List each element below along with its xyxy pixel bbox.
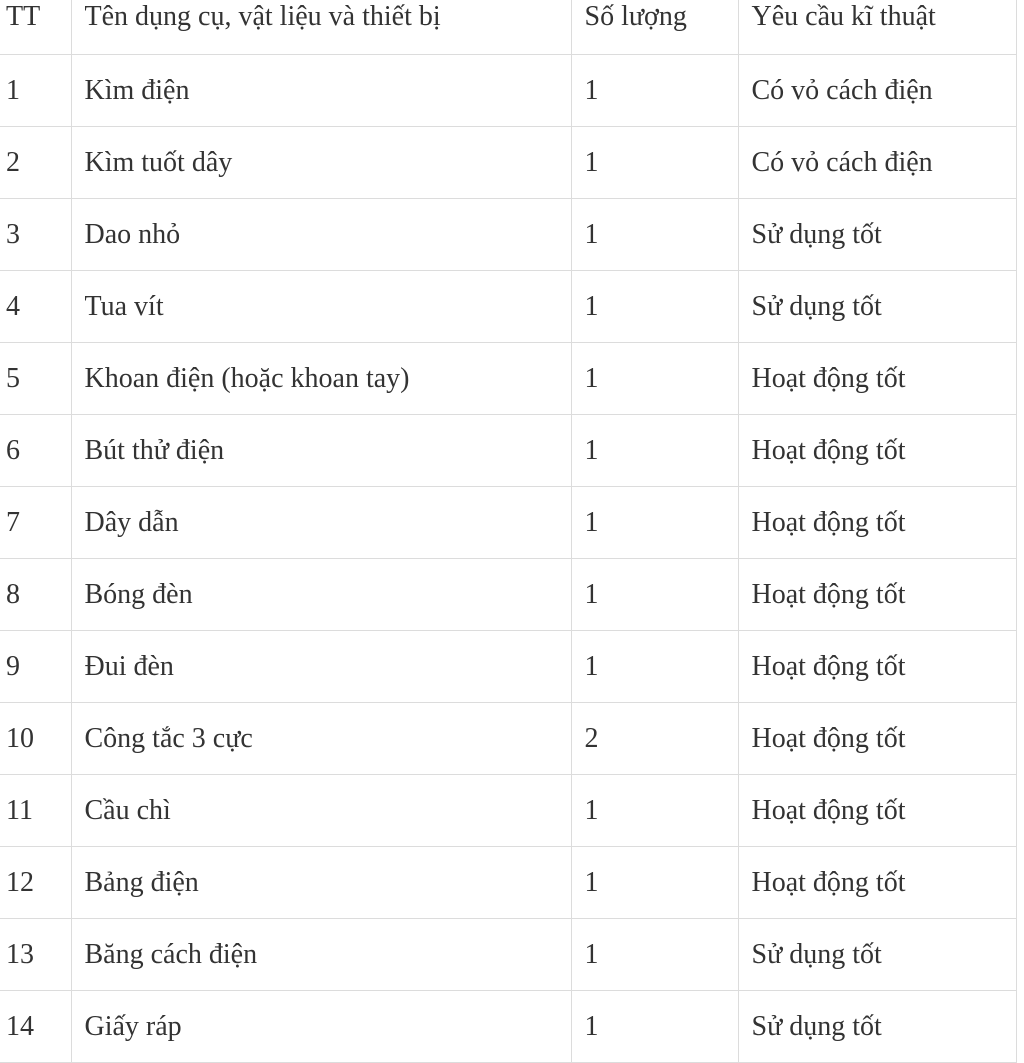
cell-quantity: 1: [571, 343, 738, 415]
cell-index: 5: [0, 343, 71, 415]
cell-requirement: Hoạt động tốt: [738, 631, 1016, 703]
cell-index: 12: [0, 847, 71, 919]
cell-index: 9: [0, 631, 71, 703]
header-requirement: Yêu cầu kĩ thuật: [738, 0, 1016, 55]
table-row: [0, 775, 1016, 847]
cell-requirement: Có vỏ cách điện: [738, 55, 1016, 127]
table-row: [0, 919, 1016, 991]
header-index: TT: [0, 0, 71, 55]
cell-requirement: Sử dụng tốt: [738, 991, 1016, 1063]
cell-quantity: 2: [571, 703, 738, 775]
cell-quantity: 1: [571, 271, 738, 343]
table-row: [0, 559, 1016, 631]
table-row: [0, 991, 1016, 1063]
cell-requirement: Có vỏ cách điện: [738, 127, 1016, 199]
cell-quantity: 1: [571, 487, 738, 559]
table-row: [0, 847, 1016, 919]
cell-name: Đui đèn: [71, 631, 571, 703]
cell-quantity: 1: [571, 559, 738, 631]
cell-requirement: Hoạt động tốt: [738, 415, 1016, 487]
cell-quantity: 1: [571, 847, 738, 919]
header-row: [0, 0, 1016, 55]
cell-requirement: Hoạt động tốt: [738, 487, 1016, 559]
cell-requirement: Hoạt động tốt: [738, 775, 1016, 847]
cell-requirement: Sử dụng tốt: [738, 271, 1016, 343]
cell-requirement: Sử dụng tốt: [738, 199, 1016, 271]
cell-quantity: 1: [571, 991, 738, 1063]
cell-index: 8: [0, 559, 71, 631]
cell-requirement: Hoạt động tốt: [738, 343, 1016, 415]
cell-quantity: 1: [571, 127, 738, 199]
cell-name: Dây dẫn: [71, 487, 571, 559]
cell-quantity: 1: [571, 631, 738, 703]
cell-index: 6: [0, 415, 71, 487]
cell-name: Công tắc 3 cực: [71, 703, 571, 775]
cell-name: Khoan điện (hoặc khoan tay): [71, 343, 571, 415]
cell-name: Kìm điện: [71, 55, 571, 127]
table-row: [0, 343, 1016, 415]
table-row: [0, 199, 1016, 271]
cell-quantity: 1: [571, 55, 738, 127]
cell-requirement: Sử dụng tốt: [738, 919, 1016, 991]
cell-quantity: 1: [571, 919, 738, 991]
table-row: [0, 487, 1016, 559]
cell-requirement: Hoạt động tốt: [738, 559, 1016, 631]
cell-index: 4: [0, 271, 71, 343]
table-row: [0, 127, 1016, 199]
table-body: [0, 55, 1016, 1063]
cell-name: Kìm tuốt dây: [71, 127, 571, 199]
cell-name: Bút thử điện: [71, 415, 571, 487]
cell-index: 14: [0, 991, 71, 1063]
cell-requirement: Hoạt động tốt: [738, 847, 1016, 919]
table-row: [0, 271, 1016, 343]
table-row: [0, 631, 1016, 703]
cell-index: 11: [0, 775, 71, 847]
header-quantity: Số lượng: [571, 0, 738, 55]
cell-index: 3: [0, 199, 71, 271]
cell-name: Bảng điện: [71, 847, 571, 919]
cell-index: 13: [0, 919, 71, 991]
table-header: [0, 0, 1016, 55]
cell-requirement: Hoạt động tốt: [738, 703, 1016, 775]
cell-name: Giấy ráp: [71, 991, 571, 1063]
cell-name: Cầu chì: [71, 775, 571, 847]
cell-quantity: 1: [571, 775, 738, 847]
cell-name: Dao nhỏ: [71, 199, 571, 271]
cell-index: 2: [0, 127, 71, 199]
cell-index: 1: [0, 55, 71, 127]
cell-name: Băng cách điện: [71, 919, 571, 991]
cell-index: 7: [0, 487, 71, 559]
cell-quantity: 1: [571, 415, 738, 487]
cell-name: Tua vít: [71, 271, 571, 343]
cell-index: 10: [0, 703, 71, 775]
cell-quantity: 1: [571, 199, 738, 271]
header-name: Tên dụng cụ, vật liệu và thiết bị: [71, 0, 571, 55]
table-row: [0, 55, 1016, 127]
table-row: [0, 703, 1016, 775]
table-row: [0, 415, 1016, 487]
cell-name: Bóng đèn: [71, 559, 571, 631]
